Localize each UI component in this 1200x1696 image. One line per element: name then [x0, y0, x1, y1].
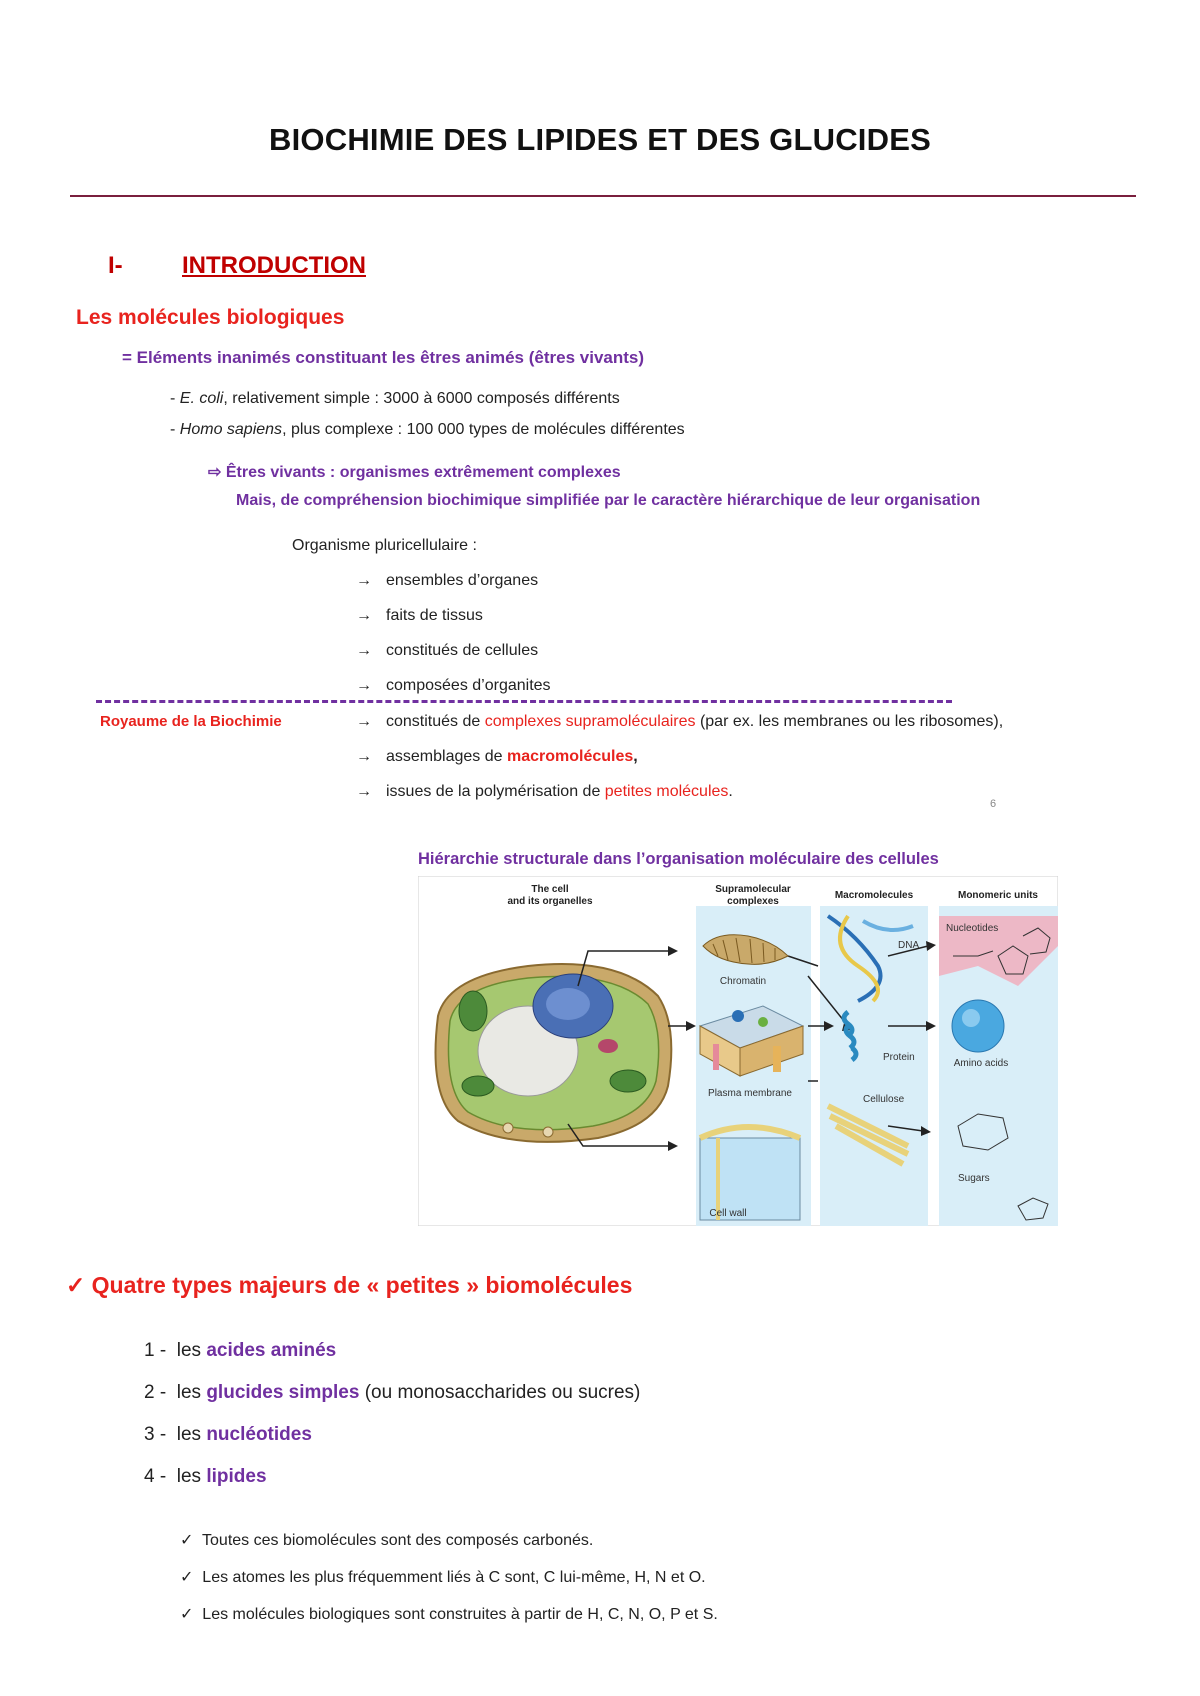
- checkmark-icon: ✓: [180, 1606, 194, 1623]
- dna-label: DNA: [898, 940, 920, 951]
- checkmark-icon: ✓: [180, 1569, 194, 1586]
- arrow-icon: →: [356, 748, 372, 765]
- figure-caption: Hiérarchie structurale dans l’organisation moléculaire des cellules: [418, 850, 939, 868]
- protein-label: Protein: [883, 1052, 915, 1063]
- title-rule: [70, 195, 1136, 197]
- arrow-icon: →: [356, 572, 372, 589]
- checkmark-icon: ✓: [66, 1272, 86, 1298]
- conclusion-text-1: Êtres vivants : organismes extrêmement complexes: [225, 464, 621, 481]
- level-text: constitués de cellules: [386, 642, 539, 659]
- note-elements: [180, 1604, 718, 1624]
- list-pre: les: [176, 1340, 207, 1361]
- note-text: Les molécules biologiques sont construites à partir de H, C, N, O, P et S.: [202, 1606, 718, 1623]
- section-number: I-: [108, 252, 123, 279]
- col-monomer-label: Monomeric units: [957, 890, 1039, 901]
- major-types-heading-text: Quatre types majeurs de « petites » biomolécules: [91, 1272, 633, 1298]
- macromolecules-column-bg: [820, 906, 928, 1226]
- slide-heading: Les molécules biologiques: [76, 306, 345, 329]
- col-supra-label-2: complexes: [727, 896, 779, 907]
- bio-level-pre: assemblages de: [386, 748, 507, 765]
- cell-illustration: [436, 964, 672, 1142]
- cell-wall-illustration: [700, 1127, 800, 1220]
- document-title: BIOCHIMIE DES LIPIDES ET DES GLUCIDES: [269, 122, 931, 157]
- bio-level-post: .: [728, 783, 733, 800]
- list-number: 2 -: [144, 1382, 167, 1403]
- note-text: Toutes ces biomolécules sont des composés carbonés.: [202, 1532, 594, 1549]
- example-dash: -: [170, 390, 176, 407]
- example-ecoli: [170, 390, 620, 408]
- level-text: faits de tissus: [386, 607, 483, 624]
- conclusion-line-2: Mais, de compréhension biochimique simplifiée par le caractère hiérarchique de leur organisation: [236, 492, 981, 509]
- major-types-heading: [66, 1272, 632, 1299]
- bio-level-supramolecular: [356, 713, 1003, 731]
- dashed-divider: [96, 700, 952, 703]
- definition-line: = Eléments inanimés constituant les êtres animés (êtres vivants): [122, 348, 645, 367]
- list-item-amino-acids: [144, 1340, 336, 1362]
- list-name: glucides simples: [206, 1382, 360, 1403]
- section-title: INTRODUCTION: [182, 252, 366, 279]
- list-item-nucleotides: [144, 1424, 312, 1446]
- list-post: (ou monosaccharides ou sucres): [359, 1382, 641, 1403]
- double-arrow-icon: ⇨: [208, 464, 222, 481]
- arrow-icon: →: [356, 783, 372, 800]
- example-homo-sapiens: [170, 421, 685, 439]
- example-text: , plus complexe : 100 000 types de molécules différentes: [282, 421, 685, 438]
- bio-level-macromolecules: [356, 748, 638, 766]
- cellulose-label: Cellulose: [863, 1094, 905, 1105]
- species-name: E. coli: [179, 390, 224, 407]
- list-item-simple-sugars: [144, 1382, 640, 1404]
- level-tissues: [356, 607, 483, 625]
- amino-acid-sphere: [952, 1000, 1004, 1052]
- bio-level-highlight: macromolécules: [506, 748, 634, 765]
- bio-level-post: ,: [633, 748, 638, 765]
- arrow-icon: →: [356, 607, 372, 624]
- checkmark-icon: ✓: [180, 1532, 194, 1549]
- hierarchy-figure: [418, 876, 1058, 1226]
- level-organelles: [356, 677, 551, 695]
- bio-level-pre: issues de la polymérisation de: [386, 783, 605, 800]
- cell-wall-label: Cell wall: [709, 1208, 747, 1219]
- arrow-icon: →: [356, 677, 372, 694]
- level-text: composées d’organites: [386, 677, 551, 694]
- slide-number: 6: [990, 798, 997, 810]
- note-bonded-atoms: [180, 1567, 706, 1587]
- list-pre: les: [176, 1382, 207, 1403]
- list-name: nucléotides: [206, 1424, 312, 1445]
- amino-acids-label: Amino acids: [953, 1058, 1009, 1069]
- level-cells: [356, 642, 538, 660]
- list-number: 3 -: [144, 1424, 167, 1445]
- example-text: , relativement simple : 3000 à 6000 composés différents: [223, 390, 620, 407]
- list-name: lipides: [206, 1466, 267, 1487]
- list-number: 1 -: [144, 1340, 167, 1361]
- organism-label: Organisme pluricellulaire :: [292, 537, 477, 554]
- note-text: Les atomes les plus fréquemment liés à C sont, C lui-même, H, N et O.: [202, 1569, 706, 1586]
- list-number: 4 -: [144, 1466, 167, 1487]
- species-name: Homo sapiens: [179, 421, 283, 438]
- conclusion-line-1: [208, 462, 621, 482]
- bio-level-small-molecules: [356, 783, 733, 801]
- nucleotides-label: Nucleotides: [946, 923, 999, 934]
- list-pre: les: [176, 1466, 207, 1487]
- bio-level-highlight: petites molécules: [604, 783, 729, 800]
- col-cell-label-2: and its organelles: [507, 896, 593, 907]
- kingdom-label: Royaume de la Biochimie: [100, 713, 282, 730]
- example-dash: -: [170, 421, 176, 438]
- col-supra-label-1: Supramolecular: [715, 884, 791, 895]
- plasma-membrane-label: Plasma membrane: [708, 1088, 792, 1099]
- sugars-label: Sugars: [958, 1173, 990, 1184]
- arrow-icon: →: [356, 642, 372, 659]
- note-carbon-compounds: [180, 1530, 593, 1550]
- chromatin-label: Chromatin: [719, 976, 767, 987]
- col-macro-label: Macromolecules: [834, 890, 914, 901]
- col-cell-label-1: The cell: [531, 884, 569, 895]
- level-organs: [356, 572, 538, 590]
- bio-level-pre: constitués de: [386, 713, 485, 730]
- list-name: acides aminés: [206, 1340, 337, 1361]
- arrow-icon: →: [356, 713, 372, 730]
- list-item-lipids: [144, 1466, 267, 1488]
- level-text: ensembles d’organes: [386, 572, 539, 589]
- bio-level-post: (par ex. les membranes ou les ribosomes),: [695, 713, 1004, 730]
- bio-level-highlight: complexes supramoléculaires: [484, 713, 696, 730]
- list-pre: les: [176, 1424, 207, 1445]
